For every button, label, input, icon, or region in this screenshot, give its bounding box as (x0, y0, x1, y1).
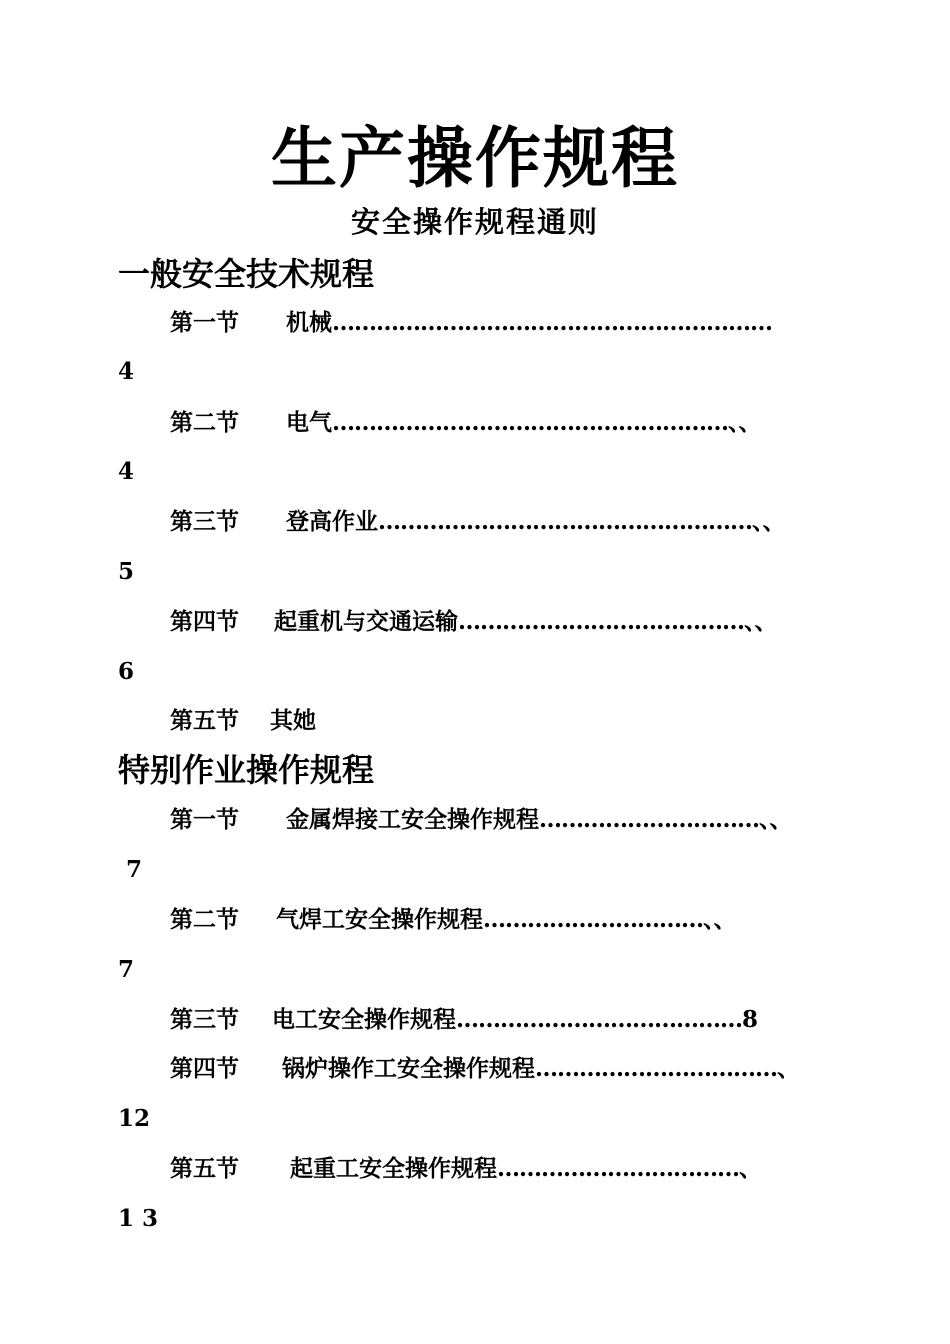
dot-leader: …………………………………………………… (332, 309, 772, 336)
page-number: 7 (118, 856, 143, 883)
section-label: 第一节 (170, 309, 239, 336)
page-number: 5 (118, 558, 135, 585)
section-title: 起重工安全操作规程 (290, 1155, 497, 1182)
dot-leader: ……………………………、 (497, 1155, 761, 1182)
toc-entry[interactable] (170, 1052, 850, 1086)
section-title: 起重机与交通运输 (274, 608, 458, 635)
section-label: 第三节 (170, 508, 239, 535)
dot-leader: …………………………、、 (483, 906, 736, 933)
dot-leader: …………………………………、、 (458, 608, 777, 635)
section-label: 第四节 (170, 1055, 239, 1082)
dot-leader: ……………………………………………、、 (378, 508, 785, 535)
dot-leader: …………………………、、 (539, 806, 792, 833)
toc-entry[interactable] (170, 903, 850, 937)
document-subtitle: 安全操作规程通则 (350, 205, 599, 239)
page-number: 4 (118, 458, 135, 485)
section-title: 电气 (286, 409, 332, 436)
part-heading-special: 特别作业操作规程 (118, 751, 375, 789)
toc-entry[interactable] (170, 1003, 850, 1037)
page-number: 4 (118, 358, 135, 385)
toc-entry[interactable] (170, 605, 850, 639)
toc-entry[interactable] (170, 306, 850, 340)
page-number: 12 (118, 1105, 151, 1132)
page-number: 7 (118, 956, 135, 983)
section-title: 锅炉操作工安全操作规程 (282, 1055, 535, 1082)
page-number: 6 (118, 658, 135, 685)
section-title: 登高作业 (286, 508, 378, 535)
dot-leader: …………………………………8 (456, 1006, 758, 1033)
dot-leader: ………………………………………………、、 (332, 409, 761, 436)
section-title: 金属焊接工安全操作规程 (286, 806, 539, 833)
page-number: 1 3 (118, 1205, 159, 1232)
section-label: 第四节 (170, 608, 239, 635)
section-label: 第五节 (170, 1155, 239, 1182)
section-title: 气焊工安全操作规程 (276, 906, 483, 933)
section-title: 机械 (286, 309, 332, 336)
section-label: 第一节 (170, 806, 239, 833)
section-label: 第二节 (170, 906, 239, 933)
part-heading-general: 一般安全技术规程 (118, 255, 375, 293)
document-title: 生产操作规程 (271, 119, 679, 197)
section-label: 第二节 (170, 409, 239, 436)
section-title: 其她 (270, 707, 316, 734)
dot-leader: ……………………………、 (535, 1055, 799, 1082)
section-label: 第五节 (170, 707, 239, 734)
toc-entry[interactable] (170, 704, 850, 738)
toc-entry[interactable] (170, 505, 850, 539)
toc-entry[interactable] (170, 406, 850, 440)
section-title: 电工安全操作规程 (272, 1006, 456, 1033)
section-label: 第三节 (170, 1006, 239, 1033)
toc-entry[interactable] (170, 803, 850, 837)
toc-entry[interactable] (170, 1152, 850, 1186)
